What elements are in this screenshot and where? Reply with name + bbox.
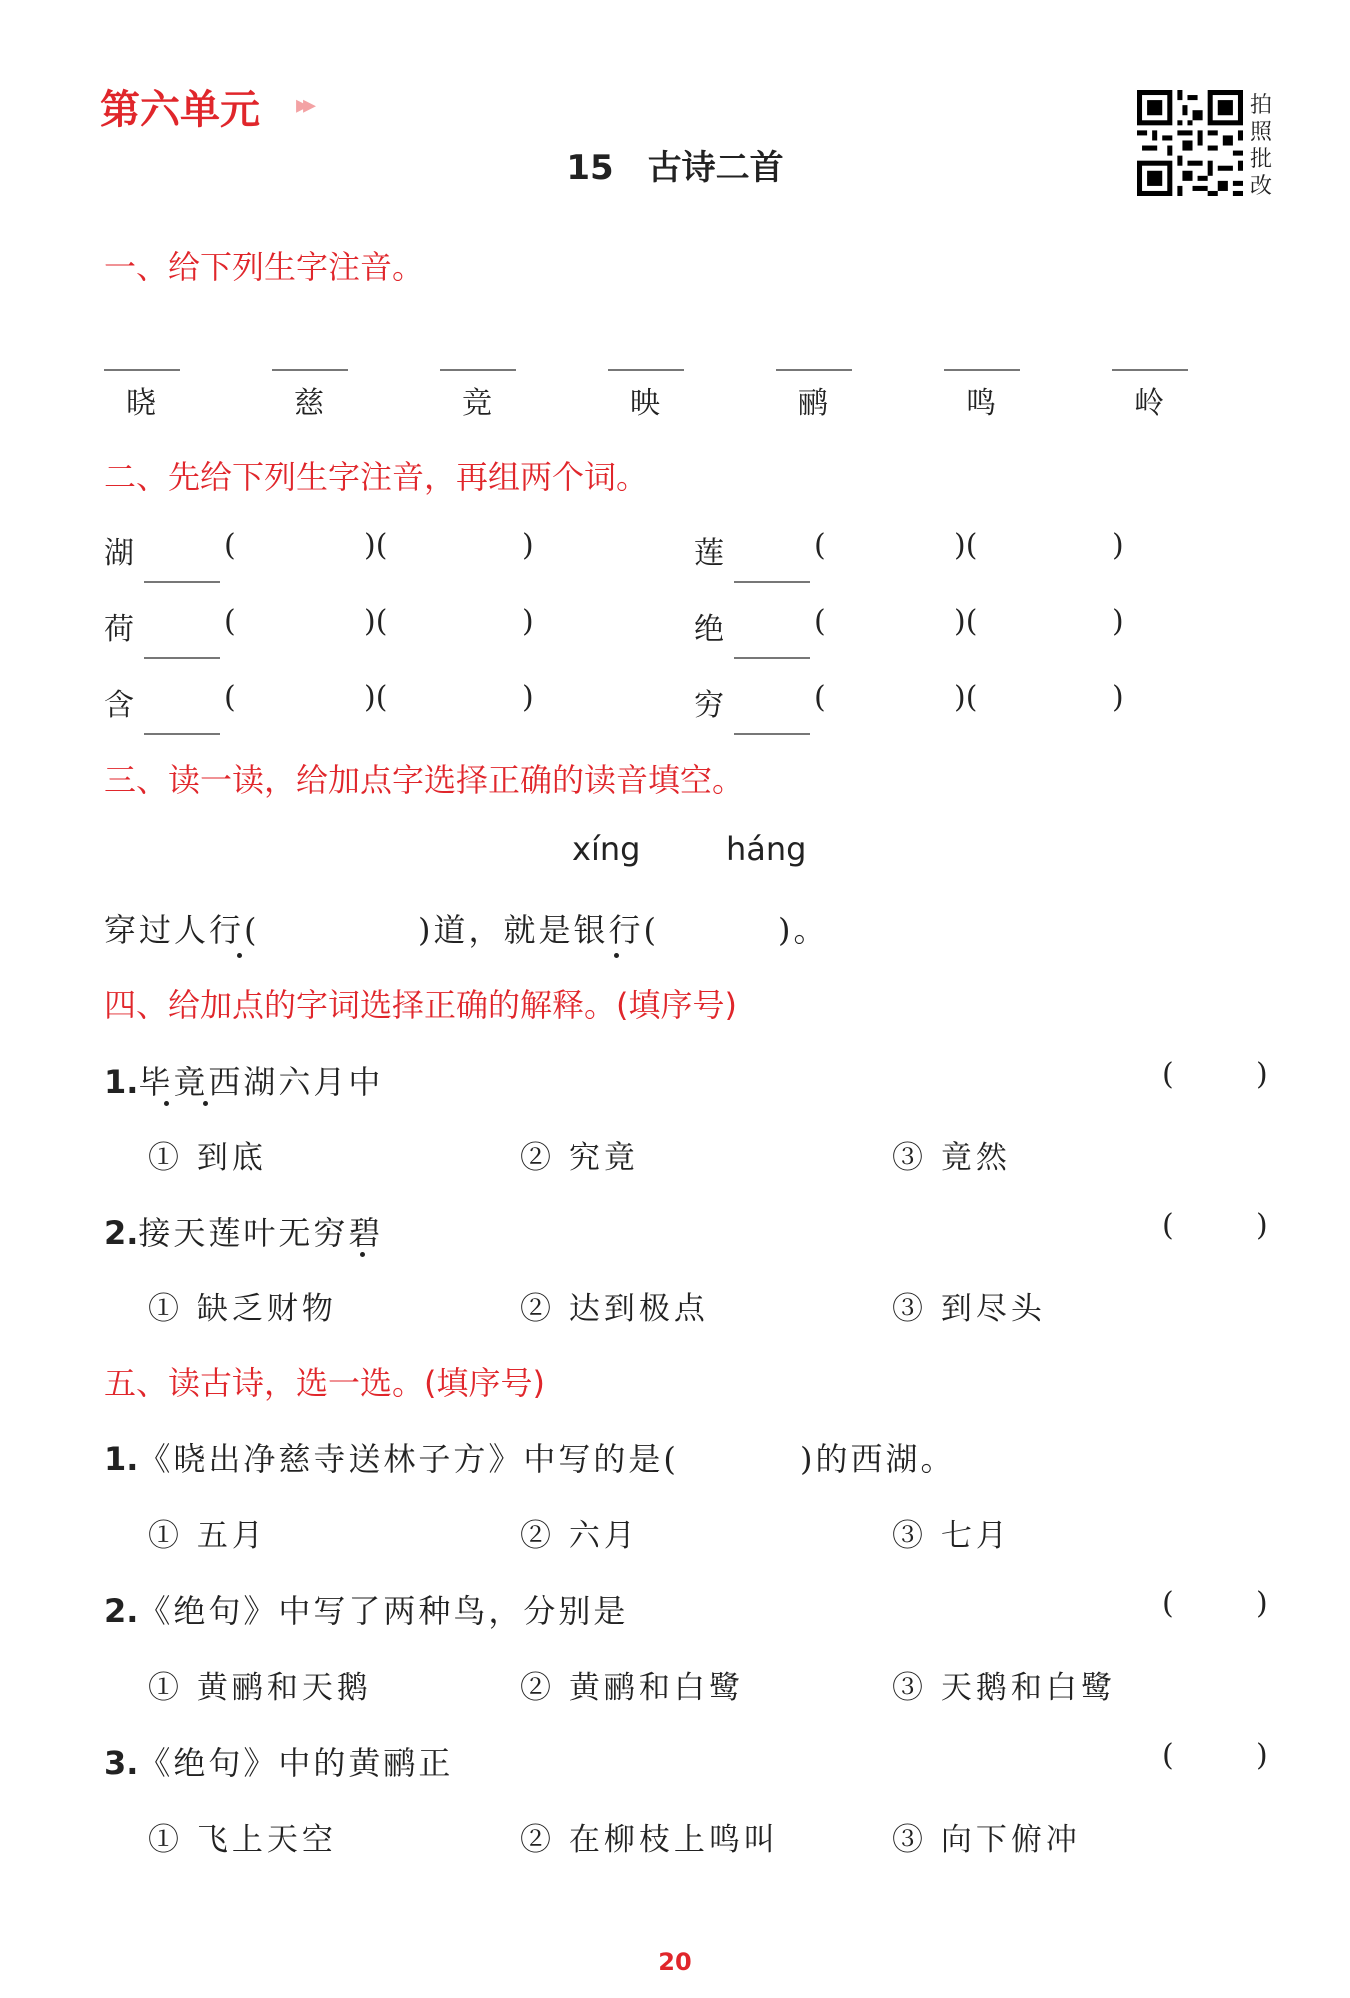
paren-close: ): [1112, 528, 1124, 563]
sentence-part: )道，就是银行(: [418, 911, 659, 949]
question-text: 接天莲叶无穷碧: [138, 1214, 384, 1252]
option: ③ 向下俯冲: [892, 1822, 1081, 1858]
pinyin-blank[interactable]: [944, 356, 1020, 375]
paren-mid: )(: [364, 604, 388, 639]
section5-heading: 五、读古诗，选一选。(填序号): [104, 1364, 545, 1402]
lesson-title: 15 古诗二首: [566, 148, 784, 188]
pinyin-option: háng: [726, 830, 807, 868]
answer-paren-close: ): [1256, 1057, 1268, 1092]
option: ③ 竟然: [892, 1140, 1011, 1176]
pinyin-blank[interactable]: [734, 720, 810, 739]
question-2: [104, 1586, 628, 1632]
paren-mid: )(: [954, 604, 978, 639]
char: 映: [630, 386, 660, 421]
emphasis-dot: [614, 953, 619, 958]
question-text: 《绝句》中的黄鹂正: [138, 1744, 454, 1782]
emphasis-dot: [203, 1101, 208, 1106]
question-1: [104, 1434, 679, 1480]
unit-title: 第六单元: [100, 87, 260, 133]
pinyin-blank[interactable]: [608, 356, 684, 375]
question-number: 1.: [104, 1063, 139, 1101]
option: ② 黄鹂和白鹭: [520, 1670, 744, 1706]
paren-open: (: [224, 680, 236, 715]
pinyin-blank[interactable]: [1112, 356, 1188, 375]
char: 荷: [104, 612, 134, 647]
section2-heading: 二、先给下列生字注音，再组两个词。: [104, 458, 649, 496]
answer-paren-open[interactable]: (: [1162, 1057, 1174, 1092]
qr-label: 拍照批改: [1250, 93, 1273, 199]
answer-paren-close: ): [1256, 1208, 1268, 1243]
option: ① 飞上天空: [148, 1822, 337, 1858]
pinyin-blank[interactable]: [144, 720, 220, 739]
sentence-part: 穿过人行(: [104, 911, 260, 949]
answer-paren-open[interactable]: (: [1162, 1208, 1174, 1243]
char: 湖: [104, 536, 134, 571]
page-number: 20: [658, 1948, 692, 1976]
char: 穷: [694, 688, 724, 723]
char: 绝: [694, 612, 724, 647]
paren-open: (: [224, 528, 236, 563]
option: ① 到底: [148, 1140, 267, 1176]
paren-open: (: [814, 604, 826, 639]
char: 慈: [294, 386, 324, 421]
option: ② 究竟: [520, 1140, 639, 1176]
option: ② 在柳枝上鸣叫: [520, 1822, 779, 1858]
answer-paren-open[interactable]: (: [1162, 1586, 1174, 1621]
section4-heading: 四、给加点的字词选择正确的解释。(填序号): [104, 986, 737, 1024]
emphasis-dot: [164, 1101, 169, 1106]
paren-open: (: [814, 528, 826, 563]
paren-close: ): [1112, 680, 1124, 715]
paren-mid: )(: [954, 680, 978, 715]
question-text: 毕竟西湖六月中: [138, 1063, 384, 1101]
question-text: 《绝句》中写了两种鸟，分别是: [138, 1592, 629, 1630]
paren-mid: )(: [954, 528, 978, 563]
char: 岭: [1134, 386, 1164, 421]
char: 鹂: [798, 386, 828, 421]
section1-heading: 一、给下列生字注音。: [104, 248, 425, 286]
paren-mid: )(: [364, 680, 388, 715]
pinyin-blank[interactable]: [440, 356, 516, 375]
pinyin-blank[interactable]: [734, 644, 810, 663]
char: 竞: [462, 386, 492, 421]
option: ② 六月: [520, 1518, 639, 1554]
question-1: [104, 1057, 383, 1103]
paren-close: ): [522, 604, 534, 639]
answer-paren-close: ): [1256, 1586, 1268, 1621]
question-2: [104, 1208, 383, 1254]
option: ③ 七月: [892, 1518, 1011, 1554]
char: 莲: [694, 536, 724, 571]
paren-mid: )(: [364, 528, 388, 563]
paren-close: ): [522, 528, 534, 563]
question-3: [104, 1738, 453, 1784]
char: 鸣: [966, 386, 996, 421]
pinyin-blank[interactable]: [272, 356, 348, 375]
answer-paren-close: ): [1256, 1738, 1268, 1773]
pinyin-blank[interactable]: [144, 568, 220, 587]
unit-arrow-icon: ▸▸: [296, 90, 311, 120]
char: 晓: [126, 386, 156, 421]
option: ③ 天鹅和白鹭: [892, 1670, 1116, 1706]
answer-paren-open[interactable]: (: [1162, 1738, 1174, 1773]
paren-open: (: [814, 680, 826, 715]
qr-code-icon[interactable]: [1137, 90, 1243, 196]
paren-close: ): [1112, 604, 1124, 639]
paren-close: ): [522, 680, 534, 715]
emphasis-dot: [360, 1252, 365, 1257]
option: ③ 到尽头: [892, 1291, 1046, 1327]
paren-open: (: [224, 604, 236, 639]
option: ① 缺乏财物: [148, 1291, 337, 1327]
option: ① 黄鹂和天鹅: [148, 1670, 372, 1706]
question-number: 1.: [104, 1440, 139, 1478]
question-number: 2.: [104, 1592, 139, 1630]
char: 含: [104, 688, 134, 723]
question-number: 2.: [104, 1214, 139, 1252]
question-text: 《晓出净慈寺送林子方》中写的是(: [138, 1440, 679, 1478]
pinyin-blank[interactable]: [104, 356, 180, 375]
pinyin-blank[interactable]: [776, 356, 852, 375]
option: ① 五月: [148, 1518, 267, 1554]
sentence-part: )。: [778, 911, 829, 949]
emphasis-dot: [237, 953, 242, 958]
question-number: 3.: [104, 1744, 139, 1782]
pinyin-option: xíng: [572, 830, 641, 868]
question-text-end: )的西湖。: [800, 1440, 956, 1478]
option: ② 达到极点: [520, 1291, 709, 1327]
pinyin-blank[interactable]: [144, 644, 220, 663]
section3-heading: 三、读一读，给加点字选择正确的读音填空。: [104, 761, 745, 799]
pinyin-blank[interactable]: [734, 568, 810, 587]
